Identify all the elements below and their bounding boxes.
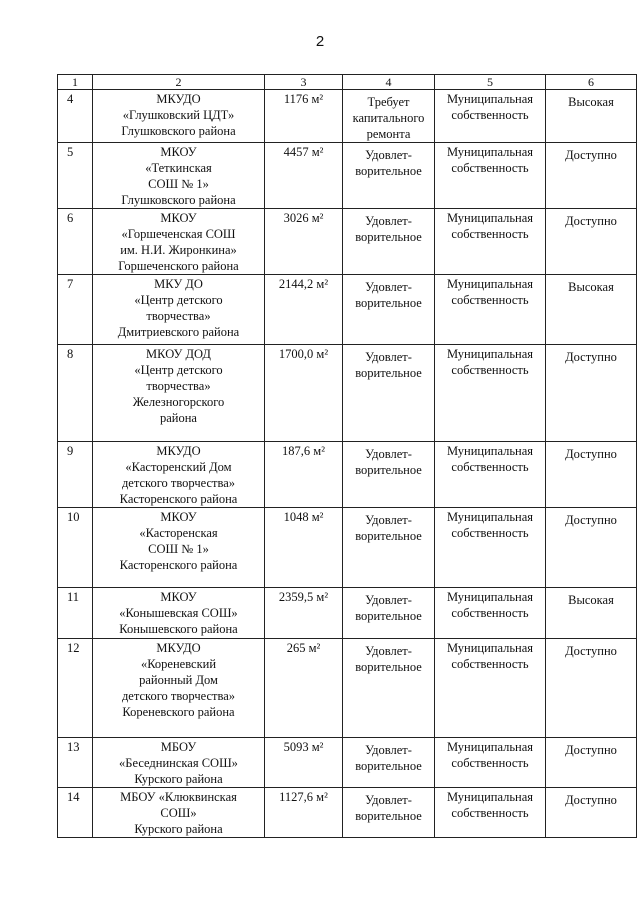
institution-name-line: детского творчества» xyxy=(121,689,236,703)
facilities-table xyxy=(57,74,637,838)
institution-name-line: Глушковского района xyxy=(121,124,236,138)
availability: Доступно xyxy=(546,738,637,788)
ownership-line: собственность xyxy=(451,227,529,241)
table-row xyxy=(58,639,637,738)
row-number: 7 xyxy=(58,275,93,345)
condition-line: ремонта xyxy=(366,127,411,141)
institution-name-line: детского творчества» xyxy=(121,476,236,490)
area-value: 2144,2 м² xyxy=(265,275,343,345)
ownership xyxy=(435,143,546,209)
condition-line: Удовлет- xyxy=(365,214,412,228)
condition-line: ворительное xyxy=(355,366,422,380)
condition xyxy=(343,275,435,345)
institution-name-line: «Беседнинская СОШ» xyxy=(119,756,238,770)
ownership xyxy=(435,90,546,143)
row-number: 4 xyxy=(58,90,93,143)
institution-name-line: МКОУ ДОД xyxy=(146,347,211,361)
condition-line: ворительное xyxy=(355,296,422,310)
ownership-line: Муниципальная xyxy=(446,510,534,524)
table-row xyxy=(58,143,637,209)
condition-line: капитального xyxy=(352,111,425,125)
institution-name xyxy=(93,738,265,788)
institution-name-line: Кореневского района xyxy=(122,705,235,719)
column-number-row xyxy=(58,75,637,90)
row-number: 8 xyxy=(58,345,93,442)
column-number: 4 xyxy=(343,75,435,90)
institution-name-line: районный Дом xyxy=(139,673,218,687)
institution-name-line: им. Н.И. Жиронкина» xyxy=(120,243,237,257)
table-row xyxy=(58,508,637,588)
column-number: 6 xyxy=(546,75,637,90)
ownership xyxy=(435,209,546,275)
institution-name xyxy=(93,275,265,345)
ownership-line: Муниципальная xyxy=(446,444,534,458)
availability: Высокая xyxy=(546,275,637,345)
institution-name xyxy=(93,143,265,209)
condition-line: ворительное xyxy=(355,230,422,244)
ownership xyxy=(435,275,546,345)
institution-name-line: «Касторенский Дом xyxy=(125,460,232,474)
ownership-line: собственность xyxy=(451,806,529,820)
institution-name-line: «Горшеченская СОШ xyxy=(121,227,236,241)
condition xyxy=(343,508,435,588)
row-number: 5 xyxy=(58,143,93,209)
institution-name-line: СОШ № 1» xyxy=(148,542,209,556)
ownership-line: Муниципальная xyxy=(446,740,534,754)
condition xyxy=(343,639,435,738)
ownership-line: Муниципальная xyxy=(446,92,534,106)
availability: Доступно xyxy=(546,442,637,508)
institution-name-line: «Глушковский ЦДТ» xyxy=(122,108,235,122)
condition-line: ворительное xyxy=(355,463,422,477)
institution-name xyxy=(93,508,265,588)
ownership-line: Муниципальная xyxy=(446,590,534,604)
table-row xyxy=(58,90,637,143)
availability: Доступно xyxy=(546,508,637,588)
availability: Доступно xyxy=(546,143,637,209)
ownership-line: собственность xyxy=(451,606,529,620)
ownership-line: Муниципальная xyxy=(446,790,534,804)
institution-name-line: Глушковского района xyxy=(121,193,236,207)
ownership xyxy=(435,738,546,788)
institution-name-line: «Центр детского xyxy=(134,363,223,377)
institution-name-line: Курского района xyxy=(134,822,223,836)
ownership-line: Муниципальная xyxy=(446,211,534,225)
condition-line: ворительное xyxy=(355,809,422,823)
table-row xyxy=(58,738,637,788)
institution-name-line: Дмитриевского района xyxy=(117,325,240,339)
ownership xyxy=(435,442,546,508)
ownership-line: собственность xyxy=(451,756,529,770)
row-number: 10 xyxy=(58,508,93,588)
ownership xyxy=(435,508,546,588)
institution-name-line: МКОУ xyxy=(160,211,197,225)
condition-line: Удовлет- xyxy=(365,743,412,757)
condition xyxy=(343,442,435,508)
condition-line: ворительное xyxy=(355,529,422,543)
institution-name-line: Конышевского района xyxy=(119,622,238,636)
page-number: 2 xyxy=(315,33,325,50)
row-number: 14 xyxy=(58,788,93,838)
condition-line: Удовлет- xyxy=(365,513,412,527)
availability: Высокая xyxy=(546,90,637,143)
ownership-line: Муниципальная xyxy=(446,641,534,655)
institution-name-line: МКУ ДО xyxy=(154,277,203,291)
institution-name-line: МКОУ xyxy=(160,510,197,524)
row-number: 12 xyxy=(58,639,93,738)
ownership xyxy=(435,639,546,738)
condition xyxy=(343,209,435,275)
institution-name-line: Касторенского района xyxy=(119,558,238,572)
institution-name xyxy=(93,788,265,838)
availability: Доступно xyxy=(546,788,637,838)
availability: Доступно xyxy=(546,345,637,442)
ownership xyxy=(435,345,546,442)
condition xyxy=(343,90,435,143)
institution-name-line: «Теткинская xyxy=(145,161,212,175)
table-row xyxy=(58,588,637,639)
condition-line: ворительное xyxy=(355,164,422,178)
column-number: 3 xyxy=(265,75,343,90)
institution-name-line: СОШ» xyxy=(160,806,197,820)
area-value: 1127,6 м² xyxy=(265,788,343,838)
institution-name-line: «Конышевская СОШ» xyxy=(119,606,238,620)
institution-name xyxy=(93,639,265,738)
availability: Высокая xyxy=(546,588,637,639)
condition-line: Удовлет- xyxy=(365,148,412,162)
condition xyxy=(343,143,435,209)
institution-name-line: МКОУ xyxy=(160,590,197,604)
ownership-line: собственность xyxy=(451,293,529,307)
column-number: 2 xyxy=(93,75,265,90)
ownership-line: собственность xyxy=(451,161,529,175)
ownership-line: Муниципальная xyxy=(446,347,534,361)
ownership-line: собственность xyxy=(451,108,529,122)
condition-line: Удовлет- xyxy=(365,793,412,807)
institution-name-line: творчества» xyxy=(146,379,211,393)
institution-name xyxy=(93,442,265,508)
area-value: 4457 м² xyxy=(265,143,343,209)
area-value: 1176 м² xyxy=(265,90,343,143)
condition-line: Удовлет- xyxy=(365,350,412,364)
ownership-line: собственность xyxy=(451,657,529,671)
condition-line: ворительное xyxy=(355,759,422,773)
condition xyxy=(343,345,435,442)
column-number: 1 xyxy=(58,75,93,90)
institution-name-line: Курского района xyxy=(134,772,223,786)
row-number: 6 xyxy=(58,209,93,275)
condition-line: Удовлет- xyxy=(365,593,412,607)
row-number: 13 xyxy=(58,738,93,788)
condition xyxy=(343,588,435,639)
ownership xyxy=(435,588,546,639)
area-value: 3026 м² xyxy=(265,209,343,275)
ownership-line: собственность xyxy=(451,363,529,377)
condition-line: ворительное xyxy=(355,609,422,623)
ownership-line: собственность xyxy=(451,526,529,540)
institution-name-line: «Касторенская xyxy=(139,526,218,540)
institution-name-line: района xyxy=(160,411,197,425)
column-number: 5 xyxy=(435,75,546,90)
condition-line: Удовлет- xyxy=(365,280,412,294)
institution-name-line: МКОУ xyxy=(160,145,197,159)
institution-name-line: «Кореневский xyxy=(140,657,217,671)
condition-line: ворительное xyxy=(355,660,422,674)
institution-name xyxy=(93,588,265,639)
availability: Доступно xyxy=(546,209,637,275)
institution-name-line: СОШ № 1» xyxy=(148,177,209,191)
condition xyxy=(343,788,435,838)
institution-name-line: Горшеченского района xyxy=(118,259,239,273)
institution-name-line: МКУДО xyxy=(156,92,201,106)
row-number: 11 xyxy=(58,588,93,639)
condition xyxy=(343,738,435,788)
table-row xyxy=(58,345,637,442)
area-value: 187,6 м² xyxy=(265,442,343,508)
table-row xyxy=(58,442,637,508)
table-row xyxy=(58,275,637,345)
row-number: 9 xyxy=(58,442,93,508)
institution-name-line: МБОУ xyxy=(160,740,197,754)
institution-name-line: МБОУ «Клюквинская xyxy=(120,790,237,804)
ownership-line: собственность xyxy=(451,460,529,474)
institution-name xyxy=(93,90,265,143)
institution-name-line: Железногорского xyxy=(132,395,225,409)
area-value: 265 м² xyxy=(265,639,343,738)
institution-name-line: «Центр детского xyxy=(134,293,223,307)
ownership-line: Муниципальная xyxy=(446,145,534,159)
condition-line: Требует xyxy=(367,95,410,109)
area-value: 5093 м² xyxy=(265,738,343,788)
institution-name xyxy=(93,345,265,442)
institution-name-line: МКУДО xyxy=(156,641,201,655)
institution-name-line: творчества» xyxy=(146,309,211,323)
table-row xyxy=(58,209,637,275)
condition-line: Удовлет- xyxy=(365,644,412,658)
condition-line: Удовлет- xyxy=(365,447,412,461)
availability: Доступно xyxy=(546,639,637,738)
area-value: 1700,0 м² xyxy=(265,345,343,442)
area-value: 1048 м² xyxy=(265,508,343,588)
institution-name xyxy=(93,209,265,275)
table-row xyxy=(58,788,637,838)
institution-name-line: Касторенского района xyxy=(119,492,238,506)
ownership xyxy=(435,788,546,838)
ownership-line: Муниципальная xyxy=(446,277,534,291)
institution-name-line: МКУДО xyxy=(156,444,201,458)
area-value: 2359,5 м² xyxy=(265,588,343,639)
